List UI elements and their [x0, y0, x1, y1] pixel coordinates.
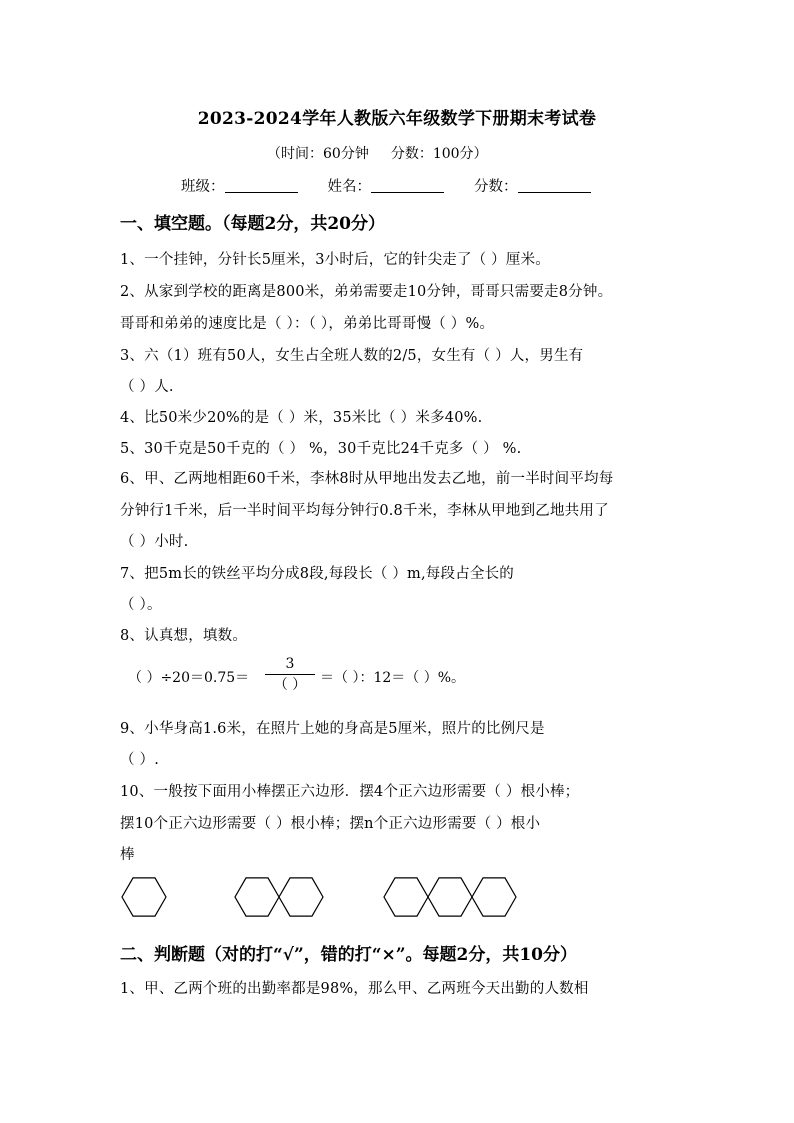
question-line: 6、甲、乙两地相距60千米，李林8时从甲地出发去乙地，前一半时间平均每: [120, 471, 614, 487]
question-line: 3、六（1）班有50人，女生占全班人数的2/5，女生有（ ）人，男生有: [120, 348, 584, 364]
question-line: 9、小华身高1.6米，在照片上她的身高是5厘米，照片的比例尺是: [120, 721, 545, 737]
class-label: 班级：: [181, 179, 225, 195]
score-label: 分数：100分）: [390, 146, 488, 162]
question-line: 棒: [120, 847, 135, 863]
question-line: 摆10个正六边形需要（ ）根小棒；摆n个正六边形需要（ ）根小: [120, 816, 541, 832]
question-line: 2、从家到学校的距离是800米，弟弟需要走10分钟，哥哥只需要走8分钟。: [120, 284, 613, 300]
hexagon-shape: [384, 878, 428, 916]
equation-head: （ ）÷20＝0.75＝: [128, 670, 250, 686]
equation-tail: ＝（ ）：12＝（ ）%。: [320, 670, 466, 686]
question-line: 8、认真想，填数。: [120, 628, 248, 644]
question-line: 7、把5m长的铁丝平均分成8段,每段长（ ）m,每段占全长的: [120, 566, 515, 582]
equation-fraction: [265, 655, 315, 694]
question-line: 分钟行1千米，后一半时间平均每分钟行0.8千米，李林从甲地到乙地共用了: [120, 503, 609, 519]
hexagon-figures: [118, 868, 538, 928]
fraction-bar: [265, 674, 315, 675]
question-line: 10、一般按下面用小棒摆正六边形．摆4个正六边形需要（ ）根小棒；: [120, 784, 580, 800]
points-label: 分数：: [474, 179, 518, 195]
hexagon-shape: [428, 878, 472, 916]
question-line: 1、甲、乙两个班的出勤率都是98%，那么甲、乙两班今天出勤的人数相: [120, 981, 589, 997]
hexagon-shape: [279, 878, 323, 916]
student-info-row: [181, 175, 591, 196]
question-line: （ ）小时.: [120, 534, 189, 550]
class-blank[interactable]: [225, 178, 298, 193]
question-line: 1、一个挂钟，分针长5厘米，3小时后，它的针尖走了（ ）厘米。: [120, 252, 550, 268]
question-line: 哥哥和弟弟的速度比是（ ）：（ ），弟弟比哥哥慢（ ）%。: [120, 316, 495, 332]
exam-title: 2023-2024学年人教版六年级数学下册期末考试卷: [197, 109, 597, 129]
question-line: （ ）。: [120, 597, 162, 613]
points-blank[interactable]: [518, 178, 591, 193]
section-2-title: 二、判断题（对的打“√”，错的打“×”。每题2分，共10分）: [120, 945, 578, 965]
section-1-title: 一、填空题。（每题2分，共20分）: [120, 214, 385, 234]
question-line: （ ）人.: [120, 379, 174, 395]
name-label: 姓名：: [327, 179, 371, 195]
exam-subtitle: [267, 143, 488, 163]
hexagon-shape: [122, 878, 166, 916]
fraction-denominator: （ ）: [273, 677, 307, 693]
question-line: （ ）.: [120, 752, 160, 768]
hexagon-shape: [472, 878, 516, 916]
hexagon-shape: [235, 878, 279, 916]
fraction-numerator: 3: [285, 656, 295, 672]
question-line: 5、30千克是50千克的（ ） %，30千克比24千克多（ ） %.: [120, 441, 522, 457]
time-label: （时间：60分钟: [267, 146, 369, 162]
question-line: 4、比50米少20%的是（ ）米，35米比（ ）米多40%.: [120, 410, 483, 426]
name-blank[interactable]: [371, 178, 444, 193]
